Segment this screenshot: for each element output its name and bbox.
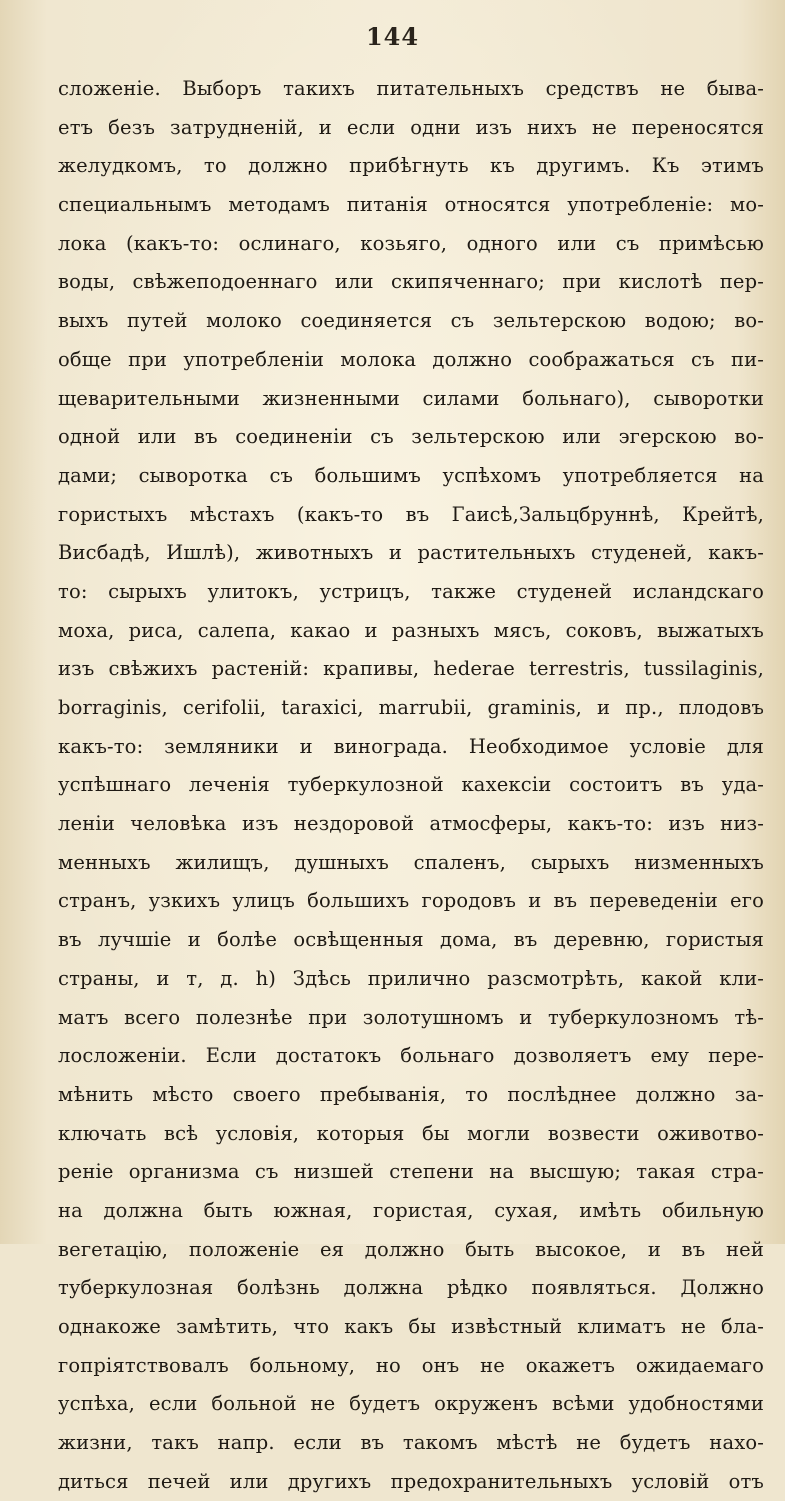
text-line: щеварительными жизненными силами больнаго), сыворотки xyxy=(58,386,764,410)
text-line: какъ-то: земляники и винограда. Необходимое условіе для xyxy=(58,734,764,758)
text-line: дами; сыворотка съ большимъ успѣхомъ употребляется на xyxy=(58,463,764,487)
text-line: сложеніе. Выборъ такихъ питательныхъ средствъ не быва- xyxy=(58,77,764,100)
text-line: страны, и т, д. h) Здѣсь прилично разсмотрѣть, какой кли- xyxy=(58,966,764,990)
text-line: то: сырыхъ улитокъ, устрицъ, также студеней исландскаго xyxy=(58,579,764,603)
text-line: однакоже замѣтить, что какъ бы извѣстный климатъ не бла- xyxy=(58,1315,764,1338)
text-line: мѣнить мѣсто своего пребыванія, то послѣднее должно за- xyxy=(58,1082,764,1106)
text-line: матъ всего полезнѣе при золотушномъ и туберкулозномъ тѣ- xyxy=(58,1005,764,1029)
text-line: одной или въ соединеніи съ зельтерскою или эгерскою во- xyxy=(58,425,764,449)
text-line: успѣха, если больной не будетъ окруженъ всѣми удобностями xyxy=(58,1392,764,1416)
text-line: выхъ путей молоко соединяется съ зельтерскою водою; во- xyxy=(58,309,764,333)
text-line: леніи человѣка изъ нездоровой атмосферы, какъ-то: изъ низ- xyxy=(58,812,764,836)
text-line: обще при употребленіи молока должно соображаться съ пи- xyxy=(58,347,764,371)
text-line: гористыхъ мѣстахъ (какъ-то въ Гаисѣ,Зальцбруннѣ, Крейтѣ, xyxy=(58,502,764,526)
text-line: жизни, такъ напр. если въ такомъ мѣстѣ не будетъ нахо- xyxy=(58,1431,764,1455)
text-line: реніе организма съ низшей степени на высшую; такая стра- xyxy=(58,1160,764,1184)
text-line: диться печей или другихъ предохранительныхъ условій отъ xyxy=(58,1469,764,1493)
text-line: borraginis, cerifolii, taraxici, marrubii, graminis, и пр., плодовъ xyxy=(58,696,764,719)
text-line: гопріятствовалъ больному, но онъ не окажетъ ожидаемаго xyxy=(58,1353,764,1377)
text-line: воды, свѣжеподоеннаго или скипяченнаго; при кислотѣ пер- xyxy=(58,270,764,294)
text-line: Висбадѣ, Ишлѣ), животныхъ и растительныхъ студеней, какъ- xyxy=(58,541,764,565)
page-number: 144 xyxy=(365,22,420,51)
text-line: менныхъ жилищъ, душныхъ спаленъ, сырыхъ низменныхъ xyxy=(58,850,764,874)
text-line: моха, риса, салепа, какао и разныхъ мясъ, соковъ, выжатыхъ xyxy=(58,618,764,642)
text-line: въ лучшіе и болѣе освѣщенныя дома, въ деревню, гористыя xyxy=(58,928,764,952)
text-line: желудкомъ, то должно прибѣгнуть къ другимъ. Къ этимъ xyxy=(58,154,764,178)
text-line: специальнымъ методамъ питанія относятся употребленіе: мо- xyxy=(58,193,764,217)
text-line: на должна быть южная, гористая, сухая, имѣть обильную xyxy=(58,1198,764,1222)
text-line: етъ безъ затрудненій, и если одни изъ нихъ не переносятся xyxy=(58,115,764,139)
body-text xyxy=(58,70,764,1501)
text-line: изъ свѣжихъ растеній: крапивы, hederae terrestris, tussilaginis, xyxy=(58,657,764,681)
text-line: успѣшнаго леченія туберкулозной кахексіи состоитъ въ уда- xyxy=(58,773,764,797)
text-line: лосложеніи. Если достатокъ больнаго дозволяетъ ему пере- xyxy=(58,1044,764,1068)
text-line: лока (какъ-то: ослинаго, козьяго, одного или съ примѣсью xyxy=(58,231,764,255)
text-line: странъ, узкихъ улицъ большихъ городовъ и въ переведеніи его xyxy=(58,889,764,913)
text-line: ключать всѣ условія, которыя бы могли возвести оживотво- xyxy=(58,1121,764,1145)
text-line: вегетацію, положеніе ея должно быть высокое, и въ ней xyxy=(58,1237,764,1261)
text-line: туберкулозная болѣзнь должна рѣдко появляться. Должно xyxy=(58,1276,764,1300)
